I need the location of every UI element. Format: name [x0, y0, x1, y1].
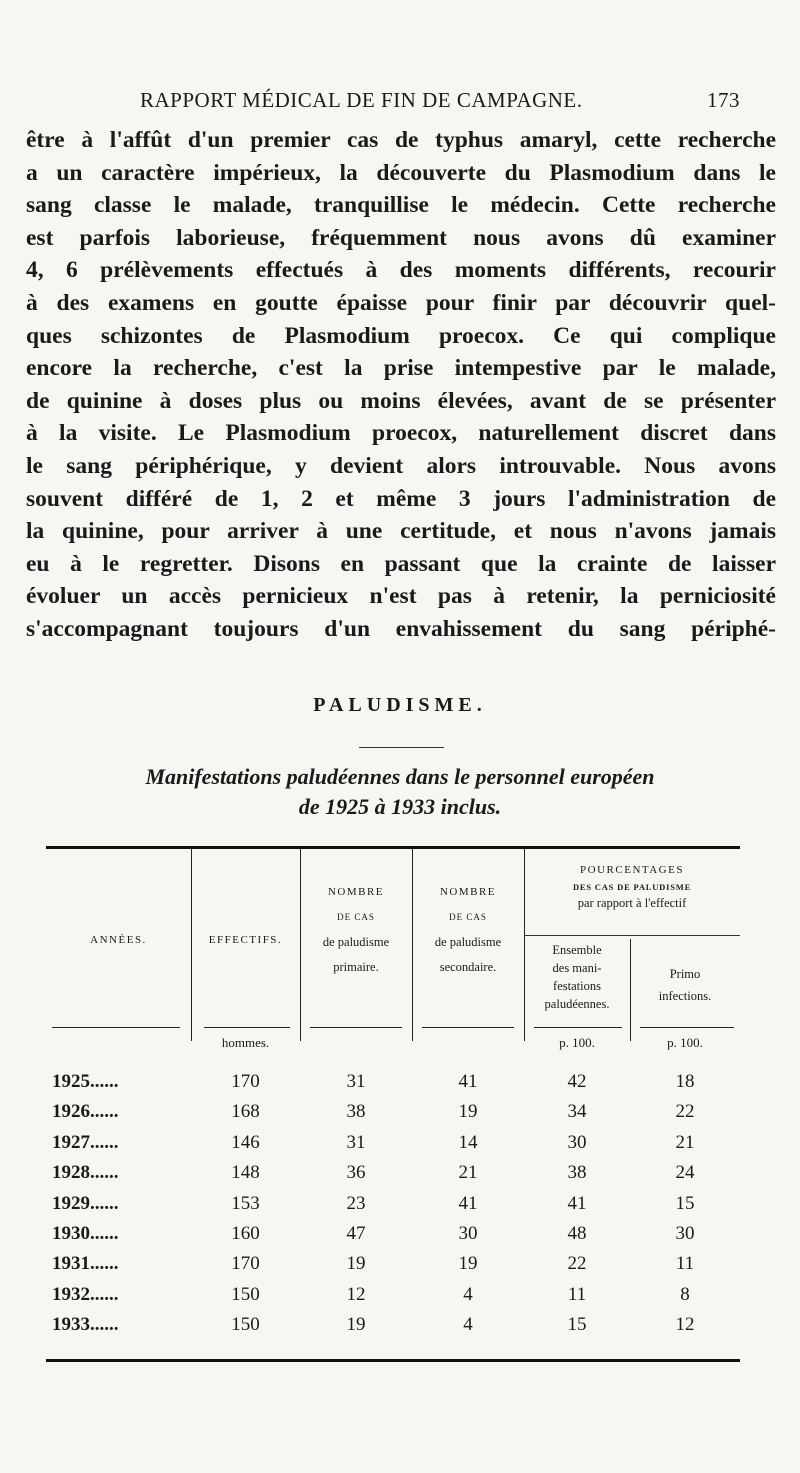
table-row — [46, 1280, 740, 1310]
header-primaire-line: primaire. — [333, 960, 379, 974]
body-line: 4, 6 prélèvements effectués à des moments différents, recourir — [26, 257, 776, 284]
body-line: la quinine, pour arriver à une certitude, et nous n'avons jamais — [26, 518, 776, 545]
header-secondaire-line: DE CAS — [449, 912, 487, 922]
cell-primaire: 47 — [346, 1222, 366, 1244]
cell-primo: 24 — [675, 1162, 695, 1184]
cell-year: 1931...... — [52, 1253, 119, 1275]
header-primaire-line: NOMBRE — [327, 886, 385, 898]
cell-year: 1932...... — [52, 1283, 119, 1305]
cell-primo: 22 — [675, 1101, 695, 1123]
table-row — [46, 1310, 740, 1340]
cell-primaire: 36 — [346, 1162, 366, 1184]
cell-year: 1933...... — [52, 1314, 119, 1336]
header-rule — [640, 1027, 734, 1028]
header-primo-line: infections. — [658, 989, 712, 1003]
cell-effectif: 160 — [231, 1222, 260, 1244]
table-body — [46, 1067, 740, 1341]
header-ensemble-line: des mani- — [552, 961, 602, 975]
header-secondaire-line: de paludisme — [434, 935, 502, 949]
body-line: eu à le regretter. Disons en passant que la crainte de laisser — [26, 550, 776, 577]
cell-primo: 8 — [680, 1283, 690, 1305]
body-line: s'accompagnant toujours d'un envahissement du sang périphé- — [26, 615, 776, 642]
cell-secondaire: 41 — [458, 1071, 478, 1092]
cell-primo: 11 — [675, 1253, 695, 1275]
running-title: RAPPORT MÉDICAL DE FIN DE CAMPAGNE. — [140, 88, 583, 112]
header-ensemble — [524, 941, 630, 1013]
header-rule — [422, 1027, 514, 1028]
cell-ensemble: 42 — [567, 1071, 587, 1092]
header-pourcentages-line: DES CAS DE PALUDISME — [572, 882, 692, 892]
body-line: évoluer un accès pernicieux n'est pas à retenir, la perniciosité — [26, 583, 776, 610]
body-line: a un caractère impérieux, la découverte du Plasmodium dans le — [26, 159, 776, 186]
header-rule — [52, 1027, 180, 1028]
cell-year: 1925...... — [52, 1071, 119, 1092]
table-row — [46, 1128, 740, 1158]
table-row — [46, 1097, 740, 1127]
header-rule — [204, 1027, 290, 1028]
header-ensemble-line: Ensemble — [552, 943, 602, 957]
cell-year: 1928...... — [52, 1162, 119, 1184]
header-rule — [534, 1027, 622, 1028]
table-caption — [0, 762, 800, 822]
header-secondaire-line: NOMBRE — [439, 886, 497, 898]
header-rule — [310, 1027, 402, 1028]
cell-primo: 12 — [675, 1314, 695, 1336]
header-primaire-line: DE CAS — [337, 912, 375, 922]
cell-primo: 30 — [675, 1222, 695, 1244]
cell-primaire: 31 — [346, 1071, 366, 1092]
cell-secondaire: 30 — [458, 1222, 478, 1244]
cell-primo: 21 — [675, 1131, 695, 1153]
body-line: est parfois laborieuse, fréquemment nous avons dû examiner — [26, 224, 776, 251]
percentages-brace — [524, 935, 740, 936]
body-line: encore la recherche, c'est la prise intempestive par le malade, — [26, 355, 776, 382]
header-effectifs: EFFECTIFS. — [208, 934, 283, 946]
caption-line-1: Manifestations paludéennes dans le personnel européen — [145, 764, 655, 789]
cell-year: 1926...... — [52, 1101, 119, 1123]
header-primaire — [300, 883, 412, 977]
cell-effectif: 150 — [231, 1283, 260, 1305]
body-line: ques schizontes de Plasmodium proecox. Ce qui complique — [26, 322, 776, 349]
header-primo-line: Primo — [669, 967, 701, 981]
cell-primaire: 31 — [346, 1131, 366, 1153]
cell-secondaire: 4 — [463, 1283, 473, 1305]
cell-secondaire: 19 — [458, 1253, 478, 1275]
malaria-table — [46, 846, 740, 1362]
body-line: souvent différé de 1, 2 et même 3 jours l'administration de — [26, 485, 776, 512]
body-line: sang classe le malade, tranquillise le médecin. Cette recherche — [26, 192, 776, 219]
cell-primaire: 23 — [346, 1192, 366, 1214]
cell-effectif: 170 — [231, 1253, 260, 1275]
body-paragraph — [26, 124, 776, 646]
cell-secondaire: 4 — [463, 1314, 473, 1336]
section-title: PALUDISME. — [313, 694, 487, 716]
cell-ensemble: 38 — [567, 1162, 587, 1184]
cell-primaire: 38 — [346, 1101, 366, 1123]
header-ensemble-line: paludéennes. — [544, 997, 610, 1011]
cell-ensemble: 15 — [567, 1314, 587, 1336]
cell-ensemble: 41 — [567, 1192, 587, 1214]
cell-primaire: 12 — [346, 1283, 366, 1305]
header-annees: ANNÉES. — [90, 934, 147, 946]
header-ensemble-line: festations — [553, 979, 601, 993]
body-line: de quinine à doses plus ou moins élevées, avant de se présenter — [26, 387, 776, 414]
header-pourcentages — [524, 861, 740, 912]
unit-effectifs: hommes. — [221, 1035, 270, 1050]
header-secondaire — [412, 883, 524, 977]
cell-primaire: 19 — [346, 1314, 366, 1336]
cell-primo: 18 — [675, 1071, 695, 1092]
body-line: à la visite. Le Plasmodium proecox, naturellement discret dans — [26, 420, 776, 447]
cell-effectif: 150 — [231, 1314, 260, 1336]
body-line: à des examens en goutte épaisse pour finir par découvrir quel- — [26, 289, 776, 316]
title-rule — [359, 747, 444, 748]
body-line: être à l'affût d'un premier cas de typhus amaryl, cette recherche — [26, 127, 776, 153]
cell-secondaire: 19 — [458, 1101, 478, 1123]
cell-primo: 15 — [675, 1192, 695, 1214]
cell-secondaire: 41 — [458, 1192, 478, 1214]
unit-primo: p. 100. — [667, 1035, 703, 1050]
cell-ensemble: 22 — [567, 1253, 587, 1275]
header-primaire-line: de paludisme — [322, 935, 390, 949]
header-pourcentages-line: POURCENTAGES — [580, 864, 684, 876]
cell-secondaire: 14 — [458, 1131, 478, 1153]
caption-line-2: de 1925 à 1933 inclus. — [298, 794, 502, 819]
header-pourcentages-line: par rapport à l'effectif — [577, 896, 687, 910]
table-row — [46, 1249, 740, 1279]
table-row — [46, 1189, 740, 1219]
cell-year: 1930...... — [52, 1222, 119, 1244]
unit-ensemble: p. 100. — [559, 1035, 595, 1050]
cell-ensemble: 34 — [567, 1101, 587, 1123]
cell-year: 1927...... — [52, 1131, 119, 1153]
cell-effectif: 153 — [231, 1192, 260, 1214]
page-number: 173 — [707, 88, 740, 112]
header-primo — [630, 963, 740, 1007]
cell-year: 1929...... — [52, 1192, 119, 1214]
cell-effectif: 170 — [231, 1071, 260, 1092]
table-row — [46, 1067, 740, 1097]
cell-ensemble: 30 — [567, 1131, 587, 1153]
header-secondaire-line: secondaire. — [439, 960, 497, 974]
cell-primaire: 19 — [346, 1253, 366, 1275]
cell-effectif: 146 — [231, 1131, 260, 1153]
cell-ensemble: 48 — [567, 1222, 587, 1244]
cell-secondaire: 21 — [458, 1162, 478, 1184]
cell-effectif: 148 — [231, 1162, 260, 1184]
cell-effectif: 168 — [231, 1101, 260, 1123]
cell-ensemble: 11 — [567, 1283, 587, 1305]
table-row — [46, 1219, 740, 1249]
table-row — [46, 1158, 740, 1188]
body-line: le sang périphérique, y devient alors introuvable. Nous avons — [26, 452, 776, 479]
